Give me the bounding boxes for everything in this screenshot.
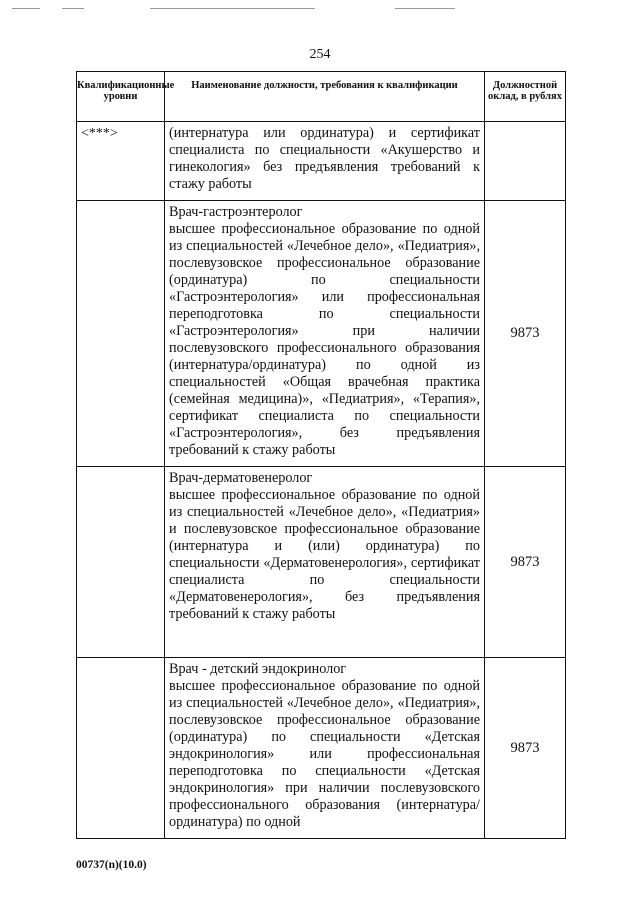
- header-position-requirements: Наименование должности, требования к квалификации: [165, 72, 485, 122]
- qualification-table: [76, 71, 566, 839]
- qualification-level: <***>: [77, 122, 165, 201]
- qualification-level: [77, 467, 165, 658]
- salary-value: 9873: [485, 201, 566, 467]
- page-number: 254: [309, 47, 331, 62]
- scan-mark: [62, 8, 84, 9]
- header-salary: Должностной оклад, в рублях: [485, 72, 566, 122]
- position-cell: [165, 201, 485, 467]
- table-row: [77, 467, 566, 658]
- table-header-row: [77, 72, 566, 122]
- qualification-level: [77, 201, 165, 467]
- scan-mark: [12, 8, 40, 9]
- position-title: Врач-дерматовенеролог: [169, 470, 313, 486]
- scan-mark: [150, 8, 315, 9]
- position-requirements: высшее профессиональное образование по одной из специальностей «Лечебное дело», «Педиатрия» и послевузовское профессиональное образование (интернатура и (или) ординатура) по специальности «Дерматовенерология», сертификат специалиста по специальности «Дерматовенерология», без предъявления требований к стажу работы: [169, 487, 480, 622]
- scan-mark: [395, 8, 455, 9]
- salary-value: 9873: [485, 658, 566, 839]
- qualification-level: [77, 658, 165, 839]
- position-requirements: высшее профессиональное образование по одной из специальностей «Лечебное дело», «Педиатрия», послевузовское профессиональное образование (ординатура) по специальности «Детская эндокринология» или профессиональная переподготовка по специальности «Детская эндокринология» при наличии послевузовского профессионального образования (интернатура/ординатура) по одной: [169, 678, 480, 830]
- position-cell: [165, 658, 485, 839]
- header-qualification-levels: Квалификационные уровни: [77, 72, 165, 122]
- table-row: [77, 201, 566, 467]
- position-title: Врач - детский эндокринолог: [169, 661, 347, 677]
- position-title: Врач-гастроэнтеролог: [169, 204, 303, 220]
- position-cell: [165, 122, 485, 201]
- document-footer-code: 00737(n)(10.0): [76, 859, 147, 871]
- position-cell: [165, 467, 485, 658]
- position-requirements: высшее профессиональное образование по одной из специальностей «Лечебное дело», «Педиатрия», послевузовское профессиональное образование (ординатура) по специальности «Гастроэнтерология» или профессиональная переподготовка по специальности «Гастроэнтерология» при наличии послевузовского профессионального образования (интернатура/ординатура) по одной из специальностей «Общая врачебная практика (семейная медицина)», «Педиатрия», «Терапия», сертификат специалиста по специальности «Гастроэнтерология», без предъявления требований к стажу работы: [169, 221, 480, 458]
- salary-value: 9873: [485, 467, 566, 658]
- salary-value: [485, 122, 566, 201]
- scan-edge-marks: [0, 8, 640, 10]
- table-row: [77, 658, 566, 839]
- table-row: [77, 122, 566, 201]
- position-requirements: (интернатура или ординатура) и сертификат специалиста по специальности «Акушерство и гинекология» без предъявления требований к стажу работы: [169, 125, 480, 192]
